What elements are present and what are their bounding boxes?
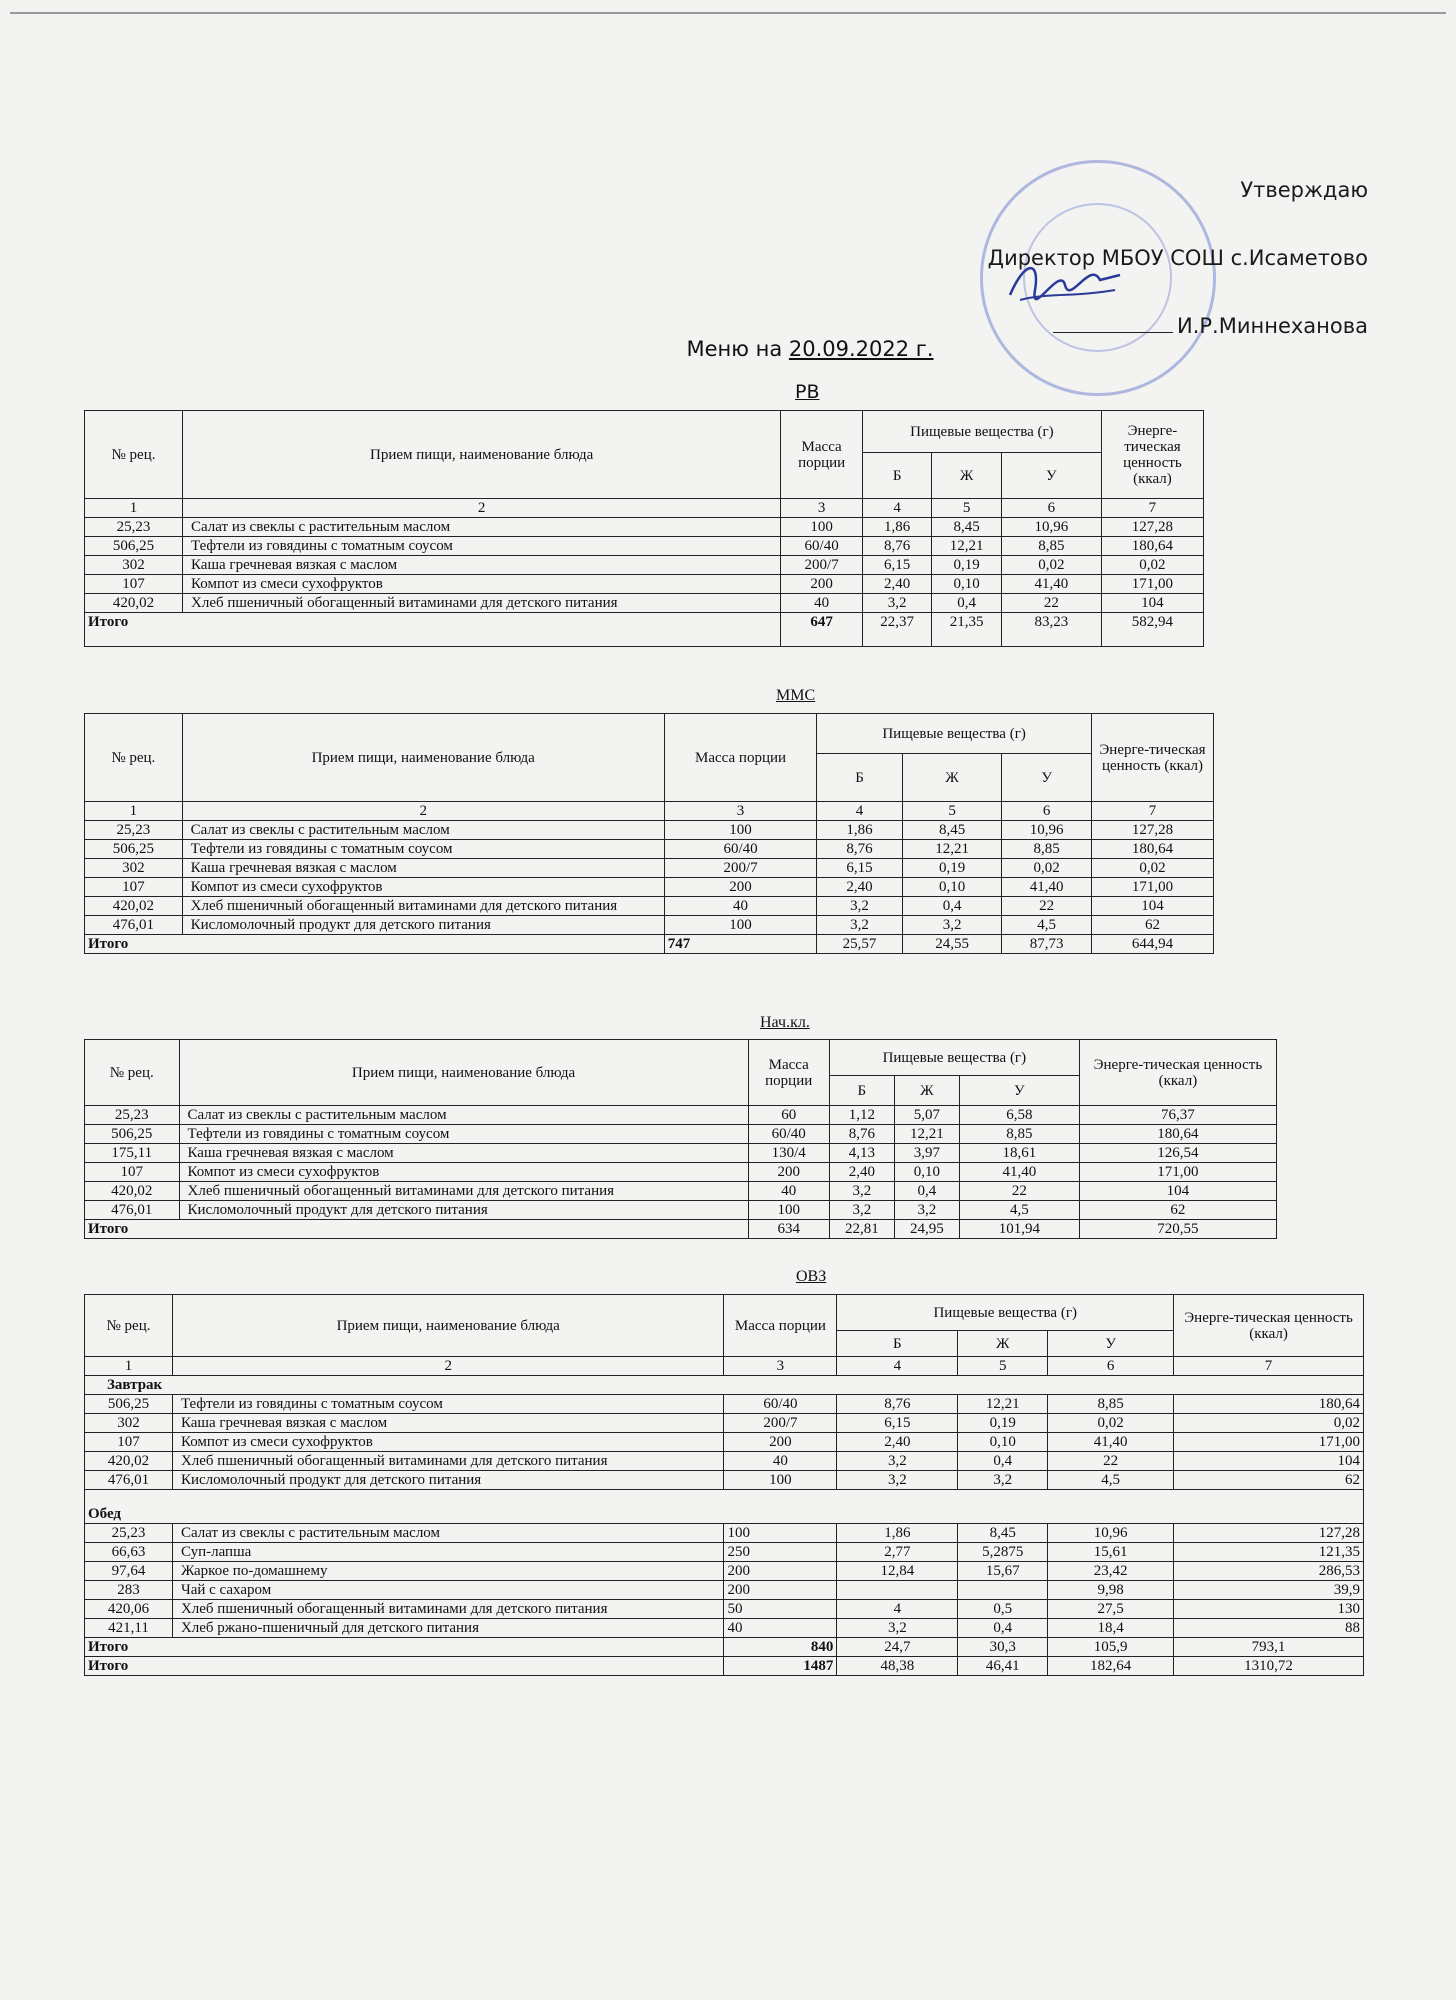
portion-mass: 50 <box>724 1600 837 1619</box>
carbs: 10,96 <box>1002 821 1092 840</box>
portion-mass: 130/4 <box>748 1144 829 1163</box>
protein: 1,86 <box>837 1524 958 1543</box>
portion-mass: 60/40 <box>748 1125 829 1144</box>
dish-name: Каша гречневая вязкая с маслом <box>182 859 664 878</box>
table-row <box>85 1600 1364 1619</box>
energy: 171,00 <box>1174 1433 1364 1452</box>
header-b: Б <box>862 453 931 499</box>
energy: 171,00 <box>1091 878 1213 897</box>
category-label-rv: РВ <box>795 381 820 403</box>
recipe-number: 66,63 <box>85 1543 173 1562</box>
energy: 171,00 <box>1101 575 1203 594</box>
fat: 0,10 <box>894 1163 959 1182</box>
recipe-number: 107 <box>85 1433 173 1452</box>
recipe-number: 476,01 <box>85 1201 180 1220</box>
header-energy: Энерге-тическая ценность (ккал) <box>1091 714 1213 802</box>
approval-signer: И.Р.Миннеханова <box>988 292 1368 360</box>
table-row <box>85 1524 1364 1543</box>
table-row <box>85 575 1204 594</box>
table-row <box>85 916 1214 935</box>
fat: 0,4 <box>958 1452 1048 1471</box>
header-b: Б <box>817 754 902 802</box>
portion-mass: 100 <box>664 821 817 840</box>
carbs: 6,58 <box>959 1106 1079 1125</box>
dish-name: Компот из смеси сухофруктов <box>182 878 664 897</box>
header-name: Прием пищи, наименование блюда <box>182 714 664 802</box>
fat: 3,97 <box>894 1144 959 1163</box>
portion-mass: 250 <box>724 1543 837 1562</box>
fat: 0,19 <box>902 859 1002 878</box>
recipe-number: 420,02 <box>85 1182 180 1201</box>
table-row <box>85 1125 1277 1144</box>
protein <box>837 1581 958 1600</box>
fat: 0,4 <box>902 897 1002 916</box>
protein: 6,15 <box>837 1414 958 1433</box>
table-row <box>85 897 1214 916</box>
energy: 104 <box>1091 897 1213 916</box>
energy: 286,53 <box>1174 1562 1364 1581</box>
fat: 12,21 <box>894 1125 959 1144</box>
recipe-number: 283 <box>85 1581 173 1600</box>
protein: 1,86 <box>862 518 931 537</box>
fat: 5,07 <box>894 1106 959 1125</box>
page-title: Меню на 20.09.2022 г. <box>686 337 934 361</box>
fat: 8,45 <box>958 1524 1048 1543</box>
dish-name: Компот из смеси сухофруктов <box>183 575 781 594</box>
energy: 126,54 <box>1079 1144 1276 1163</box>
dish-name: Тефтели из говядины с томатным соусом <box>183 537 781 556</box>
portion-mass: 60/40 <box>781 537 863 556</box>
recipe-number: 506,25 <box>85 1125 180 1144</box>
header-energy: Энерге-тическая ценность (ккал) <box>1174 1295 1364 1357</box>
fat: 8,45 <box>932 518 1001 537</box>
portion-mass: 200 <box>724 1581 837 1600</box>
protein: 2,40 <box>862 575 931 594</box>
portion-mass: 40 <box>748 1182 829 1201</box>
header-zh: Ж <box>894 1076 959 1106</box>
dish-name: Салат из свеклы с растительным маслом <box>183 518 781 537</box>
recipe-number: 107 <box>85 1163 180 1182</box>
dish-name: Чай с сахаром <box>172 1581 723 1600</box>
fat: 3,2 <box>902 916 1002 935</box>
header-mass: Масса порции <box>781 411 863 499</box>
protein: 3,2 <box>862 594 931 613</box>
carbs: 22 <box>1002 897 1092 916</box>
carbs: 22 <box>959 1182 1079 1201</box>
protein: 4,13 <box>829 1144 894 1163</box>
rv-body <box>85 518 1204 613</box>
energy: 104 <box>1079 1182 1276 1201</box>
energy: 39,9 <box>1174 1581 1364 1600</box>
recipe-number: 506,25 <box>85 840 183 859</box>
recipe-number: 302 <box>85 556 183 575</box>
protein: 6,15 <box>817 859 902 878</box>
table-row <box>85 1395 1364 1414</box>
portion-mass: 200 <box>664 878 817 897</box>
section-row-lunch: Обед <box>85 1490 1364 1524</box>
fat: 3,2 <box>958 1471 1048 1490</box>
header-u: У <box>1001 453 1101 499</box>
dish-name: Кисломолочный продукт для детского питания <box>179 1201 748 1220</box>
recipe-number: 25,23 <box>85 821 183 840</box>
table-row <box>85 1144 1277 1163</box>
dish-name: Тефтели из говядины с томатным соусом <box>179 1125 748 1144</box>
header-energy: Энерге-тическая ценность (ккал) <box>1079 1040 1276 1106</box>
header-name: Прием пищи, наименование блюда <box>179 1040 748 1106</box>
energy: 88 <box>1174 1619 1364 1638</box>
portion-mass: 100 <box>748 1201 829 1220</box>
table-row-total: Итого 747 25,57 24,55 87,73 644,94 <box>85 935 1214 954</box>
header-num: № рец. <box>85 1040 180 1106</box>
header-u: У <box>959 1076 1079 1106</box>
recipe-number: 420,06 <box>85 1600 173 1619</box>
recipe-number: 97,64 <box>85 1562 173 1581</box>
carbs: 41,40 <box>1048 1433 1174 1452</box>
fat: 0,5 <box>958 1600 1048 1619</box>
table-row-total: Итого 840 24,7 30,3 105,9 793,1 <box>85 1638 1364 1657</box>
fat: 15,67 <box>958 1562 1048 1581</box>
dish-name: Кисломолочный продукт для детского питания <box>182 916 664 935</box>
table-row <box>85 878 1214 897</box>
table-row <box>85 556 1204 575</box>
portion-mass: 100 <box>664 916 817 935</box>
protein: 8,76 <box>829 1125 894 1144</box>
table-row-grand-total: Итого 1487 48,38 46,41 182,64 1310,72 <box>85 1657 1364 1676</box>
protein: 3,2 <box>837 1452 958 1471</box>
fat: 5,2875 <box>958 1543 1048 1562</box>
column-numbers-row: 1 2 3 4 5 6 7 <box>85 1357 1364 1376</box>
protein: 12,84 <box>837 1562 958 1581</box>
recipe-number: 421,11 <box>85 1619 173 1638</box>
header-mass: Масса порции <box>748 1040 829 1106</box>
carbs: 9,98 <box>1048 1581 1174 1600</box>
portion-mass: 40 <box>724 1619 837 1638</box>
recipe-number: 302 <box>85 859 183 878</box>
carbs: 10,96 <box>1048 1524 1174 1543</box>
dish-name: Салат из свеклы с растительным маслом <box>179 1106 748 1125</box>
energy: 127,28 <box>1101 518 1203 537</box>
carbs: 15,61 <box>1048 1543 1174 1562</box>
table-row <box>85 821 1214 840</box>
carbs: 4,5 <box>1002 916 1092 935</box>
carbs: 22 <box>1001 594 1101 613</box>
header-b: Б <box>829 1076 894 1106</box>
energy: 127,28 <box>1174 1524 1364 1543</box>
protein: 2,40 <box>837 1433 958 1452</box>
energy: 0,02 <box>1091 859 1213 878</box>
header-name: Прием пищи, наименование блюда <box>172 1295 723 1357</box>
menu-table-rv <box>84 410 1204 647</box>
recipe-number: 420,02 <box>85 897 183 916</box>
dish-name: Тефтели из говядины с томатным соусом <box>182 840 664 859</box>
energy: 62 <box>1174 1471 1364 1490</box>
portion-mass: 60/40 <box>724 1395 837 1414</box>
table-row-total: Итого 647 22,37 21,35 83,23 582,94 <box>85 613 1204 647</box>
dish-name: Компот из смеси сухофруктов <box>179 1163 748 1182</box>
recipe-number: 107 <box>85 575 183 594</box>
portion-mass: 200/7 <box>664 859 817 878</box>
table-row <box>85 594 1204 613</box>
portion-mass: 200/7 <box>724 1414 837 1433</box>
carbs: 8,85 <box>1002 840 1092 859</box>
header-num: № рец. <box>85 714 183 802</box>
protein: 3,2 <box>829 1182 894 1201</box>
menu-date: 20.09.2022 г. <box>788 337 934 361</box>
table-row <box>85 1163 1277 1182</box>
energy: 180,64 <box>1101 537 1203 556</box>
carbs: 23,42 <box>1048 1562 1174 1581</box>
dish-name: Кисломолочный продукт для детского питания <box>172 1471 723 1490</box>
carbs: 10,96 <box>1001 518 1101 537</box>
dish-name: Компот из смеси сухофруктов <box>172 1433 723 1452</box>
fat: 0,19 <box>932 556 1001 575</box>
column-numbers-row: 1 2 3 4 5 6 7 <box>85 802 1214 821</box>
recipe-number: 107 <box>85 878 183 897</box>
carbs: 8,85 <box>1001 537 1101 556</box>
protein: 2,40 <box>817 878 902 897</box>
header-mass: Масса порции <box>664 714 817 802</box>
portion-mass: 40 <box>664 897 817 916</box>
carbs: 18,61 <box>959 1144 1079 1163</box>
table-row <box>85 518 1204 537</box>
header-nutrients: Пищевые вещества (г) <box>817 714 1092 754</box>
table-row <box>85 840 1214 859</box>
header-num: № рец. <box>85 411 183 499</box>
protein: 4 <box>837 1600 958 1619</box>
category-label-ovz: ОВЗ <box>796 1268 827 1285</box>
header-u: У <box>1048 1331 1174 1357</box>
table-row <box>85 1619 1364 1638</box>
category-label-nach: Нач.кл. <box>760 1014 810 1031</box>
portion-mass: 200/7 <box>781 556 863 575</box>
menu-table-nach <box>84 1039 1277 1239</box>
recipe-number: 25,23 <box>85 1524 173 1543</box>
energy: 180,64 <box>1091 840 1213 859</box>
fat: 0,10 <box>958 1433 1048 1452</box>
fat: 12,21 <box>958 1395 1048 1414</box>
carbs: 0,02 <box>1002 859 1092 878</box>
energy: 180,64 <box>1174 1395 1364 1414</box>
protein: 8,76 <box>817 840 902 859</box>
carbs: 8,85 <box>959 1125 1079 1144</box>
header-energy: Энерге-тическая ценность (ккал) <box>1101 411 1203 499</box>
energy: 127,28 <box>1091 821 1213 840</box>
table-row <box>85 1581 1364 1600</box>
portion-mass: 60 <box>748 1106 829 1125</box>
fat: 3,2 <box>894 1201 959 1220</box>
portion-mass: 100 <box>781 518 863 537</box>
header-zh: Ж <box>932 453 1001 499</box>
recipe-number: 506,25 <box>85 537 183 556</box>
dish-name: Салат из свеклы с растительным маслом <box>182 821 664 840</box>
portion-mass: 100 <box>724 1471 837 1490</box>
carbs: 4,5 <box>959 1201 1079 1220</box>
column-numbers-row: 1 2 3 4 5 6 7 <box>85 499 1204 518</box>
header-u: У <box>1002 754 1092 802</box>
dish-name: Каша гречневая вязкая с маслом <box>179 1144 748 1163</box>
approval-position: Директор МБОУ СОШ с.Исаметово <box>987 246 1368 270</box>
table-row <box>85 1543 1364 1562</box>
portion-mass: 200 <box>781 575 863 594</box>
energy: 121,35 <box>1174 1543 1364 1562</box>
fat: 0,4 <box>932 594 1001 613</box>
dish-name: Каша гречневая вязкая с маслом <box>172 1414 723 1433</box>
carbs: 27,5 <box>1048 1600 1174 1619</box>
page-edge-line <box>10 12 1446 14</box>
carbs: 22 <box>1048 1452 1174 1471</box>
section-row-breakfast: Завтрак <box>85 1376 1364 1395</box>
carbs: 8,85 <box>1048 1395 1174 1414</box>
table-row <box>85 1471 1364 1490</box>
protein: 2,77 <box>837 1543 958 1562</box>
table-row <box>85 1452 1364 1471</box>
dish-name: Салат из свеклы с растительным маслом <box>172 1524 723 1543</box>
header-nutrients: Пищевые вещества (г) <box>829 1040 1079 1076</box>
energy: 62 <box>1079 1201 1276 1220</box>
nach-body <box>85 1106 1277 1220</box>
recipe-number: 302 <box>85 1414 173 1433</box>
table-row <box>85 1182 1277 1201</box>
energy: 0,02 <box>1101 556 1203 575</box>
header-nutrients: Пищевые вещества (г) <box>862 411 1101 453</box>
fat <box>958 1581 1048 1600</box>
fat: 12,21 <box>932 537 1001 556</box>
fat: 0,10 <box>902 878 1002 897</box>
dish-name: Хлеб пшеничный обогащенный витаминами для детского питания <box>179 1182 748 1201</box>
energy: 76,37 <box>1079 1106 1276 1125</box>
protein: 3,2 <box>829 1201 894 1220</box>
table-row <box>85 1562 1364 1581</box>
dish-name: Жаркое по-домашнему <box>172 1562 723 1581</box>
dish-name: Тефтели из говядины с томатным соусом <box>172 1395 723 1414</box>
carbs: 4,5 <box>1048 1471 1174 1490</box>
dish-name: Суп-лапша <box>172 1543 723 1562</box>
header-zh: Ж <box>958 1331 1048 1357</box>
energy: 104 <box>1174 1452 1364 1471</box>
carbs: 0,02 <box>1048 1414 1174 1433</box>
mms-body <box>85 821 1214 935</box>
dish-name: Хлеб пшеничный обогащенный витаминами для детского питания <box>183 594 781 613</box>
dish-name: Хлеб пшеничный обогащенный витаминами для детского питания <box>182 897 664 916</box>
recipe-number: 420,02 <box>85 594 183 613</box>
dish-name: Хлеб ржано-пшеничный для детского питания <box>172 1619 723 1638</box>
protein: 3,2 <box>837 1471 958 1490</box>
fat: 0,10 <box>932 575 1001 594</box>
recipe-number: 476,01 <box>85 916 183 935</box>
category-label-mms: ММС <box>776 687 816 704</box>
ovz-breakfast-body <box>85 1395 1364 1490</box>
table-row <box>85 1433 1364 1452</box>
portion-mass: 200 <box>724 1562 837 1581</box>
recipe-number: 25,23 <box>85 1106 180 1125</box>
header-name: Прием пищи, наименование блюда <box>183 411 781 499</box>
energy: 62 <box>1091 916 1213 935</box>
dish-name: Хлеб пшеничный обогащенный витаминами для детского питания <box>172 1600 723 1619</box>
menu-table-ovz <box>84 1294 1364 1676</box>
fat: 12,21 <box>902 840 1002 859</box>
portion-mass: 100 <box>724 1524 837 1543</box>
protein: 8,76 <box>862 537 931 556</box>
dish-name: Каша гречневая вязкая с маслом <box>183 556 781 575</box>
fat: 0,4 <box>894 1182 959 1201</box>
protein: 2,40 <box>829 1163 894 1182</box>
recipe-number: 506,25 <box>85 1395 173 1414</box>
header-mass: Масса порции <box>724 1295 837 1357</box>
approval-block <box>988 156 1368 360</box>
header-b: Б <box>837 1331 958 1357</box>
header-nutrients: Пищевые вещества (г) <box>837 1295 1174 1331</box>
energy: 130 <box>1174 1600 1364 1619</box>
table-row <box>85 1201 1277 1220</box>
fat: 0,19 <box>958 1414 1048 1433</box>
carbs: 18,4 <box>1048 1619 1174 1638</box>
table-row <box>85 1414 1364 1433</box>
energy: 104 <box>1101 594 1203 613</box>
energy: 180,64 <box>1079 1125 1276 1144</box>
recipe-number: 175,11 <box>85 1144 180 1163</box>
ovz-lunch-body <box>85 1524 1364 1638</box>
header-zh: Ж <box>902 754 1002 802</box>
portion-mass: 40 <box>724 1452 837 1471</box>
carbs: 41,40 <box>959 1163 1079 1182</box>
carbs: 41,40 <box>1002 878 1092 897</box>
protein: 1,12 <box>829 1106 894 1125</box>
dish-name: Хлеб пшеничный обогащенный витаминами для детского питания <box>172 1452 723 1471</box>
energy: 0,02 <box>1174 1414 1364 1433</box>
recipe-number: 25,23 <box>85 518 183 537</box>
protein: 8,76 <box>837 1395 958 1414</box>
protein: 3,2 <box>837 1619 958 1638</box>
header-num: № рец. <box>85 1295 173 1357</box>
carbs: 0,02 <box>1001 556 1101 575</box>
table-row <box>85 1106 1277 1125</box>
portion-mass: 200 <box>724 1433 837 1452</box>
portion-mass: 200 <box>748 1163 829 1182</box>
carbs: 41,40 <box>1001 575 1101 594</box>
table-row <box>85 859 1214 878</box>
protein: 3,2 <box>817 916 902 935</box>
recipe-number: 476,01 <box>85 1471 173 1490</box>
menu-table-mms <box>84 713 1214 954</box>
fat: 0,4 <box>958 1619 1048 1638</box>
energy: 171,00 <box>1079 1163 1276 1182</box>
table-row <box>85 537 1204 556</box>
table-row-total: Итого 634 22,81 24,95 101,94 720,55 <box>85 1220 1277 1239</box>
portion-mass: 60/40 <box>664 840 817 859</box>
recipe-number: 420,02 <box>85 1452 173 1471</box>
protein: 3,2 <box>817 897 902 916</box>
portion-mass: 40 <box>781 594 863 613</box>
approval-title: Утверждаю <box>1240 178 1368 202</box>
protein: 1,86 <box>817 821 902 840</box>
protein: 6,15 <box>862 556 931 575</box>
fat: 8,45 <box>902 821 1002 840</box>
